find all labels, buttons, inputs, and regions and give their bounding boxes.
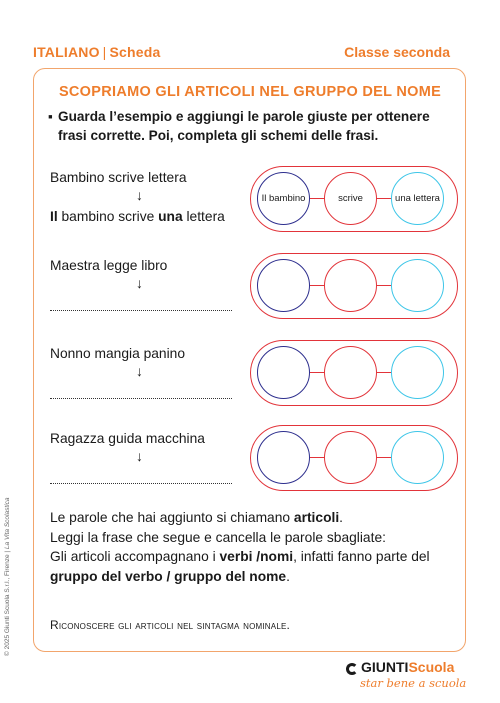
scheme-circle-2[interactable] — [324, 259, 377, 312]
worksheet-title: SCOPRIAMO GLI ARTICOLI NEL GRUPPO DEL NOME — [58, 84, 442, 100]
closing-line-3[interactable]: Gli articoli accompagnano i verbi /nomi, infatti fanno parte del — [50, 549, 430, 564]
instruction: ▪ Guarda l’esempio e aggiungi le parole giuste per ottenere frasi corrette. Poi, completa gli schemi delle frasi. — [48, 109, 430, 143]
header-grade: Classe seconda — [344, 44, 450, 60]
header-subject: ITALIANO | Scheda — [33, 44, 161, 60]
down-arrow-icon: ↓ — [136, 448, 143, 464]
bullet-icon: ▪ — [48, 109, 53, 124]
closing-line-4[interactable]: gruppo del verbo / gruppo del nome. — [50, 568, 290, 584]
giunti-logo-icon — [346, 663, 358, 675]
exercise-4-answer-line[interactable] — [50, 482, 232, 484]
scheme-circle-1[interactable] — [257, 259, 310, 312]
exercise-3-sentence: Nonno mangia panino — [50, 346, 186, 361]
down-arrow-icon: ↓ — [136, 275, 143, 291]
exercise-4-scheme — [250, 425, 458, 491]
down-arrow-icon: ↓ — [136, 363, 143, 379]
scheme-circle-3[interactable] — [391, 431, 444, 484]
scheme-circle-1[interactable] — [257, 346, 310, 399]
copyright-credit: © 2025 Giunti Scuola S.r.l., Firenze | La Vita Scolastica — [4, 497, 11, 656]
exercise-1-answer: Il bambino scrive una lettera — [50, 209, 225, 224]
exercise-3-answer-line[interactable] — [50, 397, 232, 399]
scheme-circle-article-noun: Il bambino — [257, 172, 310, 225]
exercise-3-scheme — [250, 340, 458, 406]
scheme-circle-verb: scrive — [324, 172, 377, 225]
exercise-1-scheme — [250, 166, 458, 232]
learning-objective: Riconoscere gli articoli nel sintagma nominale. — [50, 618, 291, 632]
exercise-1-sentence: Bambino scrive lettera — [50, 170, 187, 185]
scheme-circle-article-object: una lettera — [391, 172, 444, 225]
scheme-circle-3[interactable] — [391, 346, 444, 399]
scheme-circle-2[interactable] — [324, 431, 377, 484]
scheme-circle-2[interactable] — [324, 346, 377, 399]
scheme-circle-1[interactable] — [257, 431, 310, 484]
exercise-2-answer-line[interactable] — [50, 309, 232, 311]
logo-tagline: star bene a scuola — [360, 676, 467, 690]
down-arrow-icon: ↓ — [136, 187, 143, 203]
exercise-2-scheme — [250, 253, 458, 319]
closing-line-1: Le parole che hai aggiunto si chiamano articoli. — [50, 510, 344, 525]
giunti-scuola-logo: GIUNTIScuola — [346, 659, 454, 675]
exercise-4-sentence: Ragazza guida macchina — [50, 431, 205, 446]
closing-text — [50, 508, 460, 586]
closing-line-2: Leggi la frase che segue e cancella le parole sbagliate: — [50, 529, 386, 545]
exercise-2-sentence: Maestra legge libro — [50, 258, 168, 273]
scheme-circle-3[interactable] — [391, 259, 444, 312]
